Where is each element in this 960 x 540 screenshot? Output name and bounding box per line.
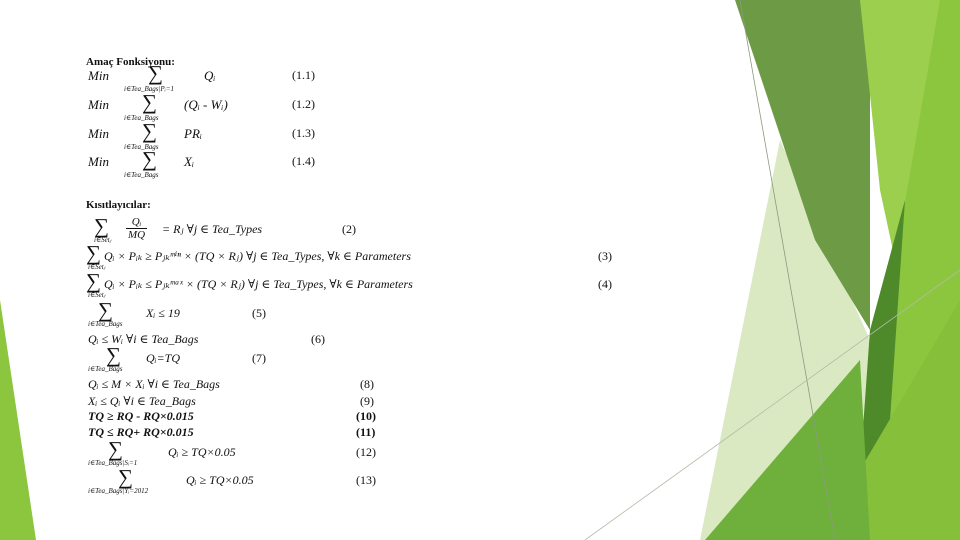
sum-subscript: i∈Tea_Bags	[124, 171, 159, 179]
constraint-expression: = Rⱼ ∀j ∈ Tea_Types	[162, 222, 263, 236]
min-label: Min	[88, 97, 109, 112]
fraction-numerator: Qᵢ	[126, 216, 147, 229]
sum-subscript: i∈Tea_Bags	[88, 365, 123, 373]
min-label: Min	[88, 154, 109, 169]
sum-symbol: ∑	[108, 437, 123, 461]
sum-subscript: i∈Tea_Bags|Pᵢ=1	[124, 85, 175, 93]
constraint-expression: Xᵢ ≤ Qᵢ ∀i ∈ Tea_Bags	[88, 394, 196, 408]
equation-number: (8)	[360, 377, 374, 391]
objective-expression: PRᵢ	[184, 126, 202, 141]
equation-number: (1.2)	[292, 97, 315, 111]
constraint-expression: Qᵢ ≥ TQ×0.05	[168, 445, 236, 459]
sum-symbol: ∑	[98, 298, 113, 322]
constraint-expression: Qᵢ ≥ TQ×0.05	[186, 473, 254, 487]
equation-number: (13)	[356, 473, 376, 487]
sum-symbol: ∑	[86, 269, 101, 293]
sum-subscript: i∈Tea_Bags	[124, 114, 159, 122]
objective-heading: Amaç Fonksiyonu:	[86, 56, 175, 68]
constraint-expression: Qᵢ × Pᵢₖ ≤ Pⱼₖᵐᵃˣ × (TQ × Rⱼ) ∀j ∈ Tea_Types, ∀k ∈ Parameters	[104, 277, 413, 291]
equation-number: (11)	[356, 425, 376, 439]
left-edge-facet	[0, 300, 36, 540]
sum-symbol: ∑	[142, 119, 157, 143]
constraint-expression: Qᵢ ≤ M × Xᵢ ∀i ∈ Tea_Bags	[88, 377, 220, 391]
constraint-expression: Qᵢ × Pᵢₖ ≥ Pⱼₖᵐⁱⁿ × (TQ × Rⱼ) ∀j ∈ Tea_Types, ∀k ∈ Parameters	[104, 249, 411, 263]
sum-symbol: ∑	[106, 343, 121, 367]
constraint-expression: TQ ≥ RQ - RQ×0.015	[88, 409, 194, 423]
equation-number: (7)	[252, 351, 266, 365]
equation-number: (5)	[252, 306, 266, 320]
fraction	[126, 216, 147, 241]
sum-symbol: ∑	[86, 241, 101, 265]
sum-subscript: i∈Tea_Bags|Yᵢ=2012	[88, 487, 149, 495]
constraint-expression: Xᵢ ≤ 19	[146, 306, 180, 320]
sum-subscript: i∈Tea_Bags	[124, 143, 159, 151]
equation-number: (2)	[342, 222, 356, 236]
sum-subscript: i∈Tea_Bags|Sᵢ=1	[88, 459, 138, 467]
objective-expression: Qᵢ	[204, 68, 216, 83]
equation-number: (9)	[360, 394, 374, 408]
sum-symbol: ∑	[142, 147, 157, 171]
min-label: Min	[88, 126, 109, 141]
constraint-expression: TQ ≤ RQ+ RQ×0.015	[88, 425, 194, 439]
sum-subscript: i∈Setⱼ	[94, 236, 112, 244]
equation-number: (4)	[598, 277, 612, 291]
constraints-heading: Kısıtlayıcılar:	[86, 199, 151, 211]
constraint-expression: Qᵢ=TQ	[146, 351, 181, 365]
equation-number: (1.4)	[292, 154, 315, 168]
min-label: Min	[88, 68, 109, 83]
equation-number: (6)	[311, 332, 325, 346]
fraction-denominator: MQ	[128, 229, 146, 241]
sum-subscript: i∈Tea_Bags	[88, 320, 123, 328]
equation-number: (1.1)	[292, 68, 315, 82]
objective-expression: (Qᵢ - Wᵢ)	[184, 97, 228, 112]
equation-number: (3)	[598, 249, 612, 263]
equation-number: (10)	[356, 409, 376, 423]
sum-symbol: ∑	[142, 90, 157, 114]
constraint-expression: Qᵢ ≤ Wᵢ ∀i ∈ Tea_Bags	[88, 332, 199, 346]
equation-number: (1.3)	[292, 126, 315, 140]
objective-expression: Xᵢ	[184, 154, 194, 169]
sum-subscript: i∈Setⱼ	[88, 263, 106, 271]
equation-number: (12)	[356, 445, 376, 459]
sum-symbol: ∑	[148, 61, 163, 85]
sum-symbol: ∑	[118, 465, 133, 489]
sum-subscript: i∈Setⱼ	[88, 291, 106, 299]
sum-symbol: ∑	[94, 214, 109, 238]
